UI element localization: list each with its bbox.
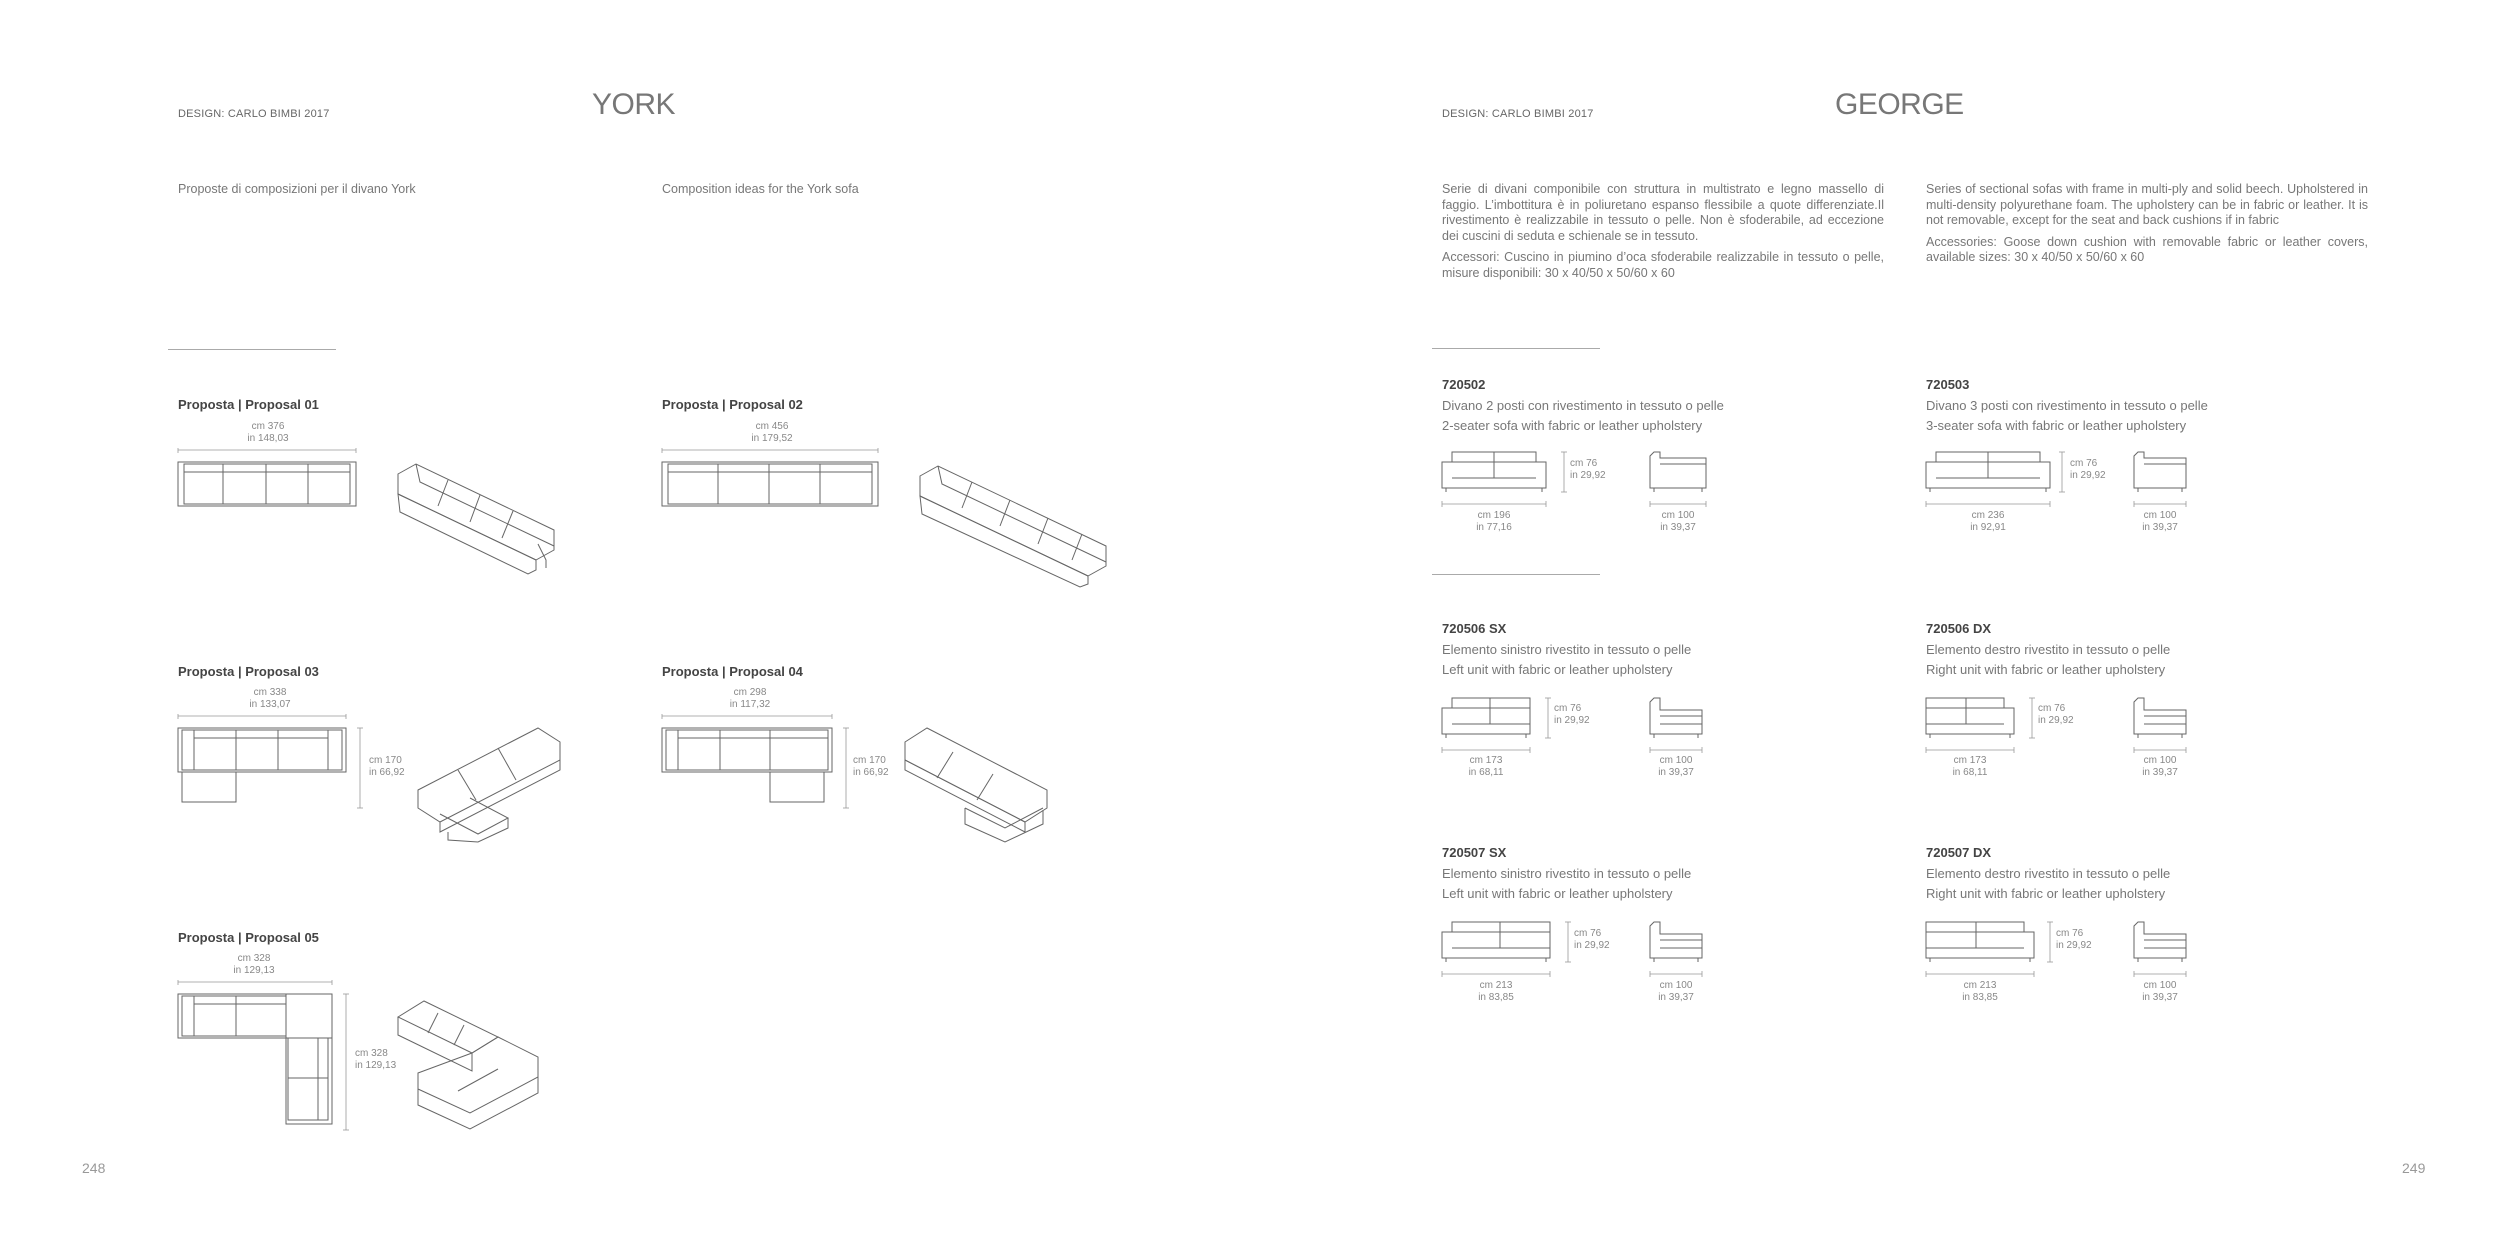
dimension-label: cm 298 in 117,32 (729, 687, 771, 710)
design-credit-right: DESIGN: CARLO BIMBI 2017 (1442, 108, 1594, 120)
proposal-02-plan-drawing (662, 448, 882, 514)
description-en: Series of sectional sofas with frame in multi-ply and solid beech. Upholstered in multi-density polyurethane foam. The upholstery can be in fabric or leather. It is not removable, except for the seat and back cushions if in fabric Accessories: Goose down cushion with removable fabric or leather covers, available sizes: 30 x 40/50 x 50/60 x 60 (1926, 182, 2368, 264)
proposal-05-perspective-drawing (398, 993, 548, 1128)
dimension-label: cm 213 in 83,85 (1962, 980, 1998, 1003)
dimension-label: cm 170 in 66,92 (853, 755, 889, 778)
proposal-title: Proposta | Proposal 01 (178, 397, 319, 412)
product-720503-side-drawing (2134, 448, 2204, 508)
product-block: 720507 SX Elemento sinistro rivestito in tessuto o pelle Left unit with fabric or leather upholstery (1442, 845, 1692, 901)
page-number-left: 248 (82, 1160, 106, 1176)
product-720503-front-drawing (1926, 448, 2066, 508)
product-block: 720503 Divano 3 posti con rivestimento in tessuto o pelle 3-seater sofa with fabric or leather upholstery (1926, 377, 2208, 433)
product-720506sx-side-drawing (1650, 694, 1720, 754)
dimension-label: cm 170 in 66,92 (369, 755, 405, 778)
design-credit-left: DESIGN: CARLO BIMBI 2017 (178, 108, 330, 120)
proposal-title: Proposta | Proposal 04 (662, 664, 803, 679)
product-720507sx-side-drawing (1650, 918, 1720, 978)
proposal-03-plan-drawing (178, 714, 368, 814)
product-720502-front-drawing (1442, 448, 1582, 508)
product-720507sx-front-drawing (1442, 918, 1592, 978)
proposal-02-perspective-drawing (920, 462, 1110, 587)
dimension-label: cm 76 in 29,92 (1570, 458, 1606, 481)
page-title-george: GEORGE (1835, 88, 1964, 121)
dimension-label: cm 100 in 39,37 (1658, 980, 1694, 1003)
intro-text-en: Composition ideas for the York sofa (662, 182, 859, 196)
dimension-label: cm 100 in 39,37 (1660, 510, 1696, 533)
proposal-title: Proposta | Proposal 05 (178, 930, 319, 945)
section-divider (1432, 574, 1600, 575)
dimension-label: cm 338 in 133,07 (249, 687, 291, 710)
intro-text-it: Proposte di composizioni per il divano York (178, 182, 416, 196)
proposal-05-plan-drawing (178, 980, 358, 1140)
product-720502-side-drawing (1650, 448, 1720, 508)
page-number-right: 249 (2402, 1160, 2426, 1176)
dimension-label: cm 328 in 129,13 (355, 1048, 397, 1071)
product-720506dx-side-drawing (2134, 694, 2204, 754)
dimension-label: cm 100 in 39,37 (2142, 755, 2178, 778)
description-it: Serie di divani componibile con struttura in multistrato e legno massello di faggio. L’imbottitura è in poliuretano espanso flessibile a quote differenziate.Il rivestimento è realizzabile in tessuto o pelle. Non è sfoderabile, ad eccezione dei cuscini di seduta e schienale se in tessuto. Accessori: Cuscino in piumino d’oca sfoderabile realizzabile in tessuto o pelle, misure disponibili: 30 x 40/50 x 50/60 x 60 (1442, 182, 1884, 280)
dimension-label: cm 173 in 68,11 (1468, 755, 1504, 778)
product-720507dx-front-drawing (1926, 918, 2076, 978)
proposal-title: Proposta | Proposal 03 (178, 664, 319, 679)
proposal-04-plan-drawing (662, 714, 852, 814)
dimension-label: cm 213 in 83,85 (1478, 980, 1514, 1003)
dimension-label: cm 196 in 77,16 (1476, 510, 1512, 533)
dimension-label: cm 76 in 29,92 (2056, 928, 2092, 951)
dimension-label: cm 100 in 39,37 (2142, 980, 2178, 1003)
dimension-label: cm 76 in 29,92 (1554, 703, 1590, 726)
dimension-label: cm 236 in 92,91 (1970, 510, 2006, 533)
page-title-york: YORK (592, 88, 676, 121)
dimension-label: cm 100 in 39,37 (1658, 755, 1694, 778)
dimension-label: cm 76 in 29,92 (2070, 458, 2106, 481)
dimension-label: cm 100 in 39,37 (2142, 510, 2178, 533)
proposal-title: Proposta | Proposal 02 (662, 397, 803, 412)
section-divider (1432, 348, 1600, 349)
proposal-04-perspective-drawing (905, 728, 1055, 843)
proposal-01-perspective-drawing (398, 460, 558, 575)
dimension-label: cm 456 in 179,52 (751, 421, 793, 444)
dimension-label: cm 328 in 129,13 (233, 953, 275, 976)
dimension-label: cm 376 in 148,03 (247, 421, 289, 444)
product-720507dx-side-drawing (2134, 918, 2204, 978)
dimension-label: cm 76 in 29,92 (2038, 703, 2074, 726)
product-block: 720506 DX Elemento destro rivestito in tessuto o pelle Right unit with fabric or leather upholstery (1926, 621, 2171, 677)
proposal-03-perspective-drawing (418, 728, 568, 843)
product-block: 720506 SX Elemento sinistro rivestito in tessuto o pelle Left unit with fabric or leather upholstery (1442, 621, 1692, 677)
dimension-label: cm 173 in 68,11 (1952, 755, 1988, 778)
product-block: 720507 DX Elemento destro rivestito in tessuto o pelle Right unit with fabric or leather upholstery (1926, 845, 2171, 901)
section-divider (168, 349, 336, 350)
product-block: 720502 Divano 2 posti con rivestimento in tessuto o pelle 2-seater sofa with fabric or leather upholstery (1442, 377, 1724, 433)
proposal-01-plan-drawing (178, 448, 358, 514)
dimension-label: cm 76 in 29,92 (1574, 928, 1610, 951)
